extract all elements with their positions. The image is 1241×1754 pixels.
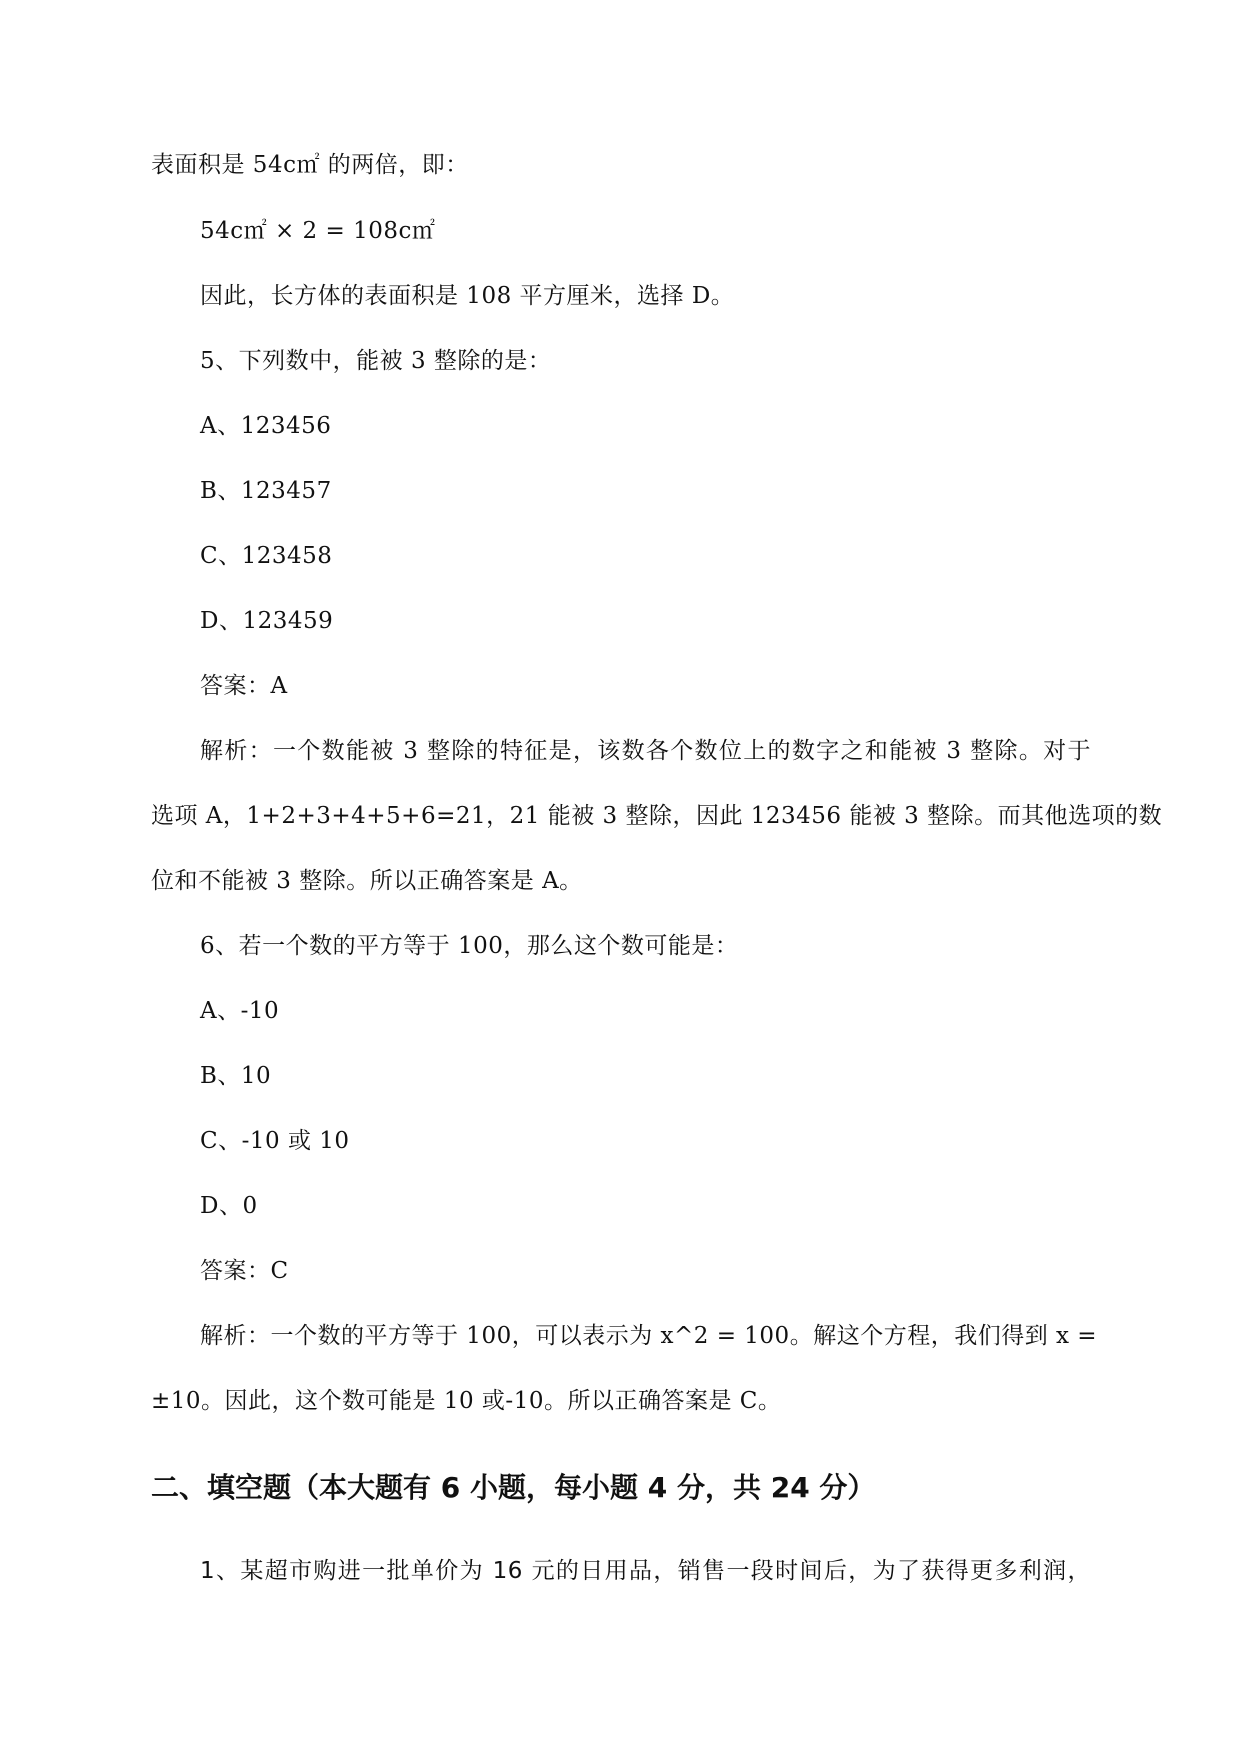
section-heading: 二、填空题（本大题有 6 小题，每小题 4 分，共 24 分） — [151, 1471, 876, 1504]
question-6-option-c: C、-10 或 10 — [200, 1128, 350, 1154]
question-6-option-d: D、0 — [200, 1193, 258, 1219]
fill-question-1: 1、某超市购进一批单价为 16 元的日用品，销售一段时间后，为了获得更多利润， — [200, 1558, 1091, 1584]
question-5-answer: 答案：A — [200, 673, 288, 699]
question-5-option-d: D、123459 — [200, 608, 334, 634]
question-6-option-a: A、-10 — [200, 998, 280, 1024]
question-5-explanation-line-3: 位和不能被 3 整除。所以正确答案是 A。 — [151, 868, 583, 894]
text-line: 表面积是 54c㎡ 的两倍，即： — [151, 152, 469, 178]
question-5-explanation-line-2: 选项 A，1+2+3+4+5+6=21，21 能被 3 整除，因此 123456 能被 3 整除。而其他选项的数 — [151, 803, 1163, 829]
equation-line: 54c㎡ × 2 = 108c㎡ — [200, 218, 436, 244]
question-5-option-b: B、123457 — [200, 478, 332, 504]
question-5-explanation-line-1: 解析：一个数能被 3 整除的特征是，该数各个数位上的数字之和能被 3 整除。对于 — [200, 738, 1091, 764]
question-5-option-a: A、123456 — [200, 413, 332, 439]
question-5-stem: 5、下列数中，能被 3 整除的是： — [200, 348, 552, 374]
text-line: 因此，长方体的表面积是 108 平方厘米，选择 D。 — [200, 283, 735, 309]
question-5-option-c: C、123458 — [200, 543, 333, 569]
question-6-explanation-line-2: ±10。因此，这个数可能是 10 或-10。所以正确答案是 C。 — [151, 1388, 782, 1414]
question-6-explanation-line-1: 解析：一个数的平方等于 100，可以表示为 x^2 = 100。解这个方程，我们得到 x = — [200, 1323, 1098, 1349]
question-6-answer: 答案：C — [200, 1258, 289, 1284]
question-6-stem: 6、若一个数的平方等于 100，那么这个数可能是： — [200, 933, 739, 959]
question-6-option-b: B、10 — [200, 1063, 272, 1089]
